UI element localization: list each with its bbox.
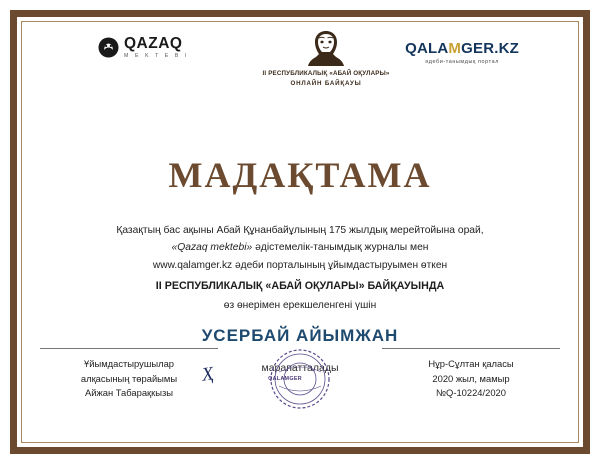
- signature-left-line3: Айжан Табарақкызы: [84, 387, 174, 398]
- issue-date: 2020 жыл, мамыр: [432, 372, 510, 384]
- abai-contest-line2: ОНЛАЙН БАЙҚАУЫ: [290, 80, 362, 87]
- qalamger-name-accent: M: [448, 40, 462, 57]
- signature-left: [40, 348, 218, 401]
- handwritten-signature: Ҳ: [200, 363, 216, 386]
- qalamger-name-part1: QALA: [405, 40, 449, 57]
- body-line-2: [26, 239, 574, 256]
- signature-rule-right: [382, 348, 560, 349]
- stamp-text: QALAMGER: [268, 376, 302, 382]
- qazaq-logo-text: [124, 36, 189, 59]
- logo-qalamger: [405, 40, 519, 65]
- body-line-3: www.qalamger.kz әдеби порталының ұйымдастыруымен өткен: [152, 260, 448, 271]
- awarded-label: марапатталады: [261, 362, 339, 374]
- signature-left-line2: алқасының төрайымы: [80, 372, 178, 384]
- abai-portrait-icon: [303, 28, 349, 68]
- signature-left-line1: Ұйымдастырушылар: [84, 358, 174, 369]
- logo-qazaq-mektebi: [98, 36, 189, 59]
- signature-rule-left: [40, 348, 218, 349]
- journal-name: «Qazaq mektebi»: [171, 242, 253, 253]
- abai-contest-line1: II РЕСПУБЛИКАЛЫҚ «АБАЙ ОҚУЛАРЫ»: [262, 70, 390, 77]
- qazaq-logo-title: QAZAQ: [124, 35, 183, 52]
- document-number: №Q-10224/2020: [435, 387, 506, 398]
- qalamger-logo-subtitle: әдеби-танымдық портал: [425, 59, 499, 65]
- logo-abai-readings: [258, 28, 394, 87]
- qalamger-logo-title: [405, 40, 519, 57]
- qalamger-name-part2: GER.KZ: [461, 40, 519, 57]
- certificate-body: [26, 222, 574, 315]
- certificate-header: [26, 26, 574, 102]
- body-line-2-rest: әдістемелік-танымдық журналы мен: [252, 242, 429, 253]
- recipient-name: УСЕРБАЙ АЙЫМЖАН: [201, 326, 399, 345]
- body-line-5: өз өнерімен ерекшеленгені үшін: [223, 300, 377, 311]
- signature-stamp: [254, 348, 346, 412]
- qazaq-mektebi-logo-icon: [98, 37, 119, 58]
- signature-section: [40, 348, 560, 412]
- certificate-title: МАДАҚТАМА: [168, 155, 432, 195]
- body-line-1: Қазақтың бас ақыны Абай Құнанбайұлының 175 жылдық мерейтойына орай,: [116, 225, 484, 236]
- contest-name: II РЕСПУБЛИКАЛЫҚ «АБАЙ ОҚУЛАРЫ» БАЙҚАУЫНДА: [155, 280, 445, 292]
- certificate-content: [26, 26, 574, 438]
- signature-right: [382, 348, 560, 401]
- qazaq-logo-subtitle: M E K T E B I: [124, 52, 190, 59]
- issue-city: Нұр-Сұлтан қаласы: [428, 358, 514, 369]
